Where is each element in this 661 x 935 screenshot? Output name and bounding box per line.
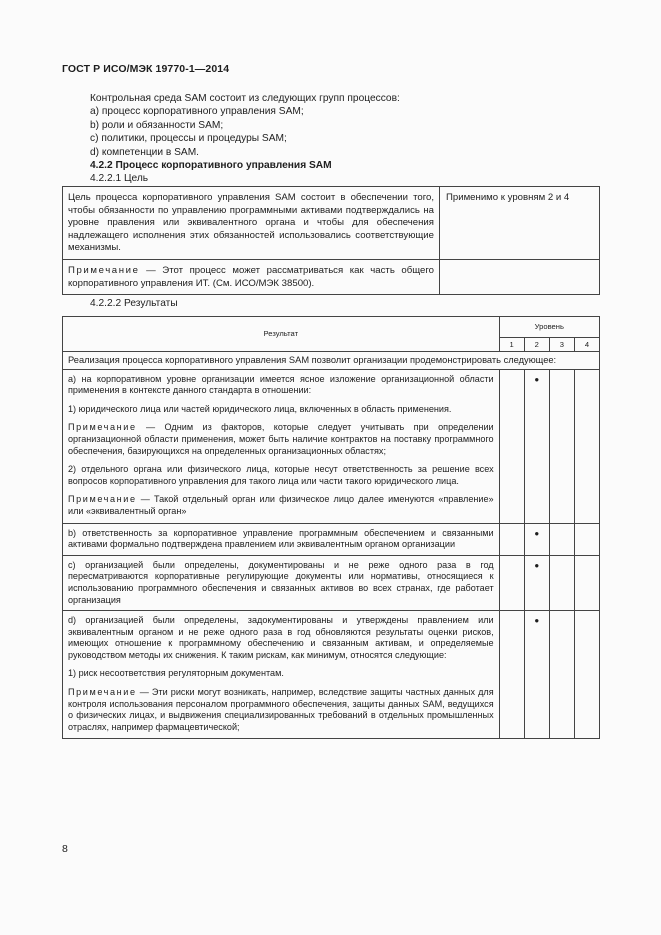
level-2-cell (524, 369, 549, 523)
level-2-header: 2 (524, 337, 549, 351)
level-3-cell (549, 611, 574, 739)
level-2-cell (524, 555, 549, 610)
level-3-header: 3 (549, 337, 574, 351)
goal-note-text: — Этот процесс может рассматриваться как часть общего корпоративного управления ИТ. (См. ИСО/МЭК 38500). (68, 264, 434, 289)
result-b: b) ответственность за корпоративное управление программным обеспечением и связанными активами формально подтверждена правлением или эквивалентным органом организации (63, 523, 500, 555)
result-c: c) организацией были определены, документированы и не реже одного раза в год пересматриваются корпоративные регулирующие документы или нормативы, относящиеся к использованию программного обеспечения и связанных активов во всех странах, где работает организация (63, 555, 500, 610)
col-result-header: Результат (63, 317, 500, 352)
goal-table (62, 186, 600, 295)
intro-lead: Контрольная среда SAM состоит из следующих групп процессов: (90, 93, 400, 104)
level-4-cell (574, 369, 599, 523)
results-intro-row: Реализация процесса корпоративного управления SAM позволит организации продемонстрировать следующее: (63, 352, 600, 370)
level-1-cell (499, 555, 524, 610)
note-text: — Эти риски могут возникать, например, вследствие защиты частных данных для контроля использования персоналом программного обеспечения, защиты данных SAM, ведущихся о физических лицах, и выдвижения специализированных требований в отдельных промышленных отраслях, например фармацевтической; (68, 687, 494, 732)
intro-item-d: d) компетенции в SAM. (90, 146, 200, 158)
table-row (63, 555, 600, 610)
level-3-cell (549, 369, 574, 523)
result-a-para-3: 2) отдельного органа или физического лица, которые несут ответственность за решение всех вопросов корпоративного управления для такого лица или части такого юридического лица. (68, 464, 494, 486)
goal-applicability: Применимо к уровням 2 и 4 (440, 187, 600, 260)
intro-block (90, 92, 610, 186)
level-1-cell (499, 369, 524, 523)
level-3-cell (549, 523, 574, 555)
goal-text: Цель процесса корпоративного управления SAM состоит в обеспечении того, чтобы обязанности по управлению программными активами подтверждались на уровне правления или эквивалентного органа и чтобы для обеспечения надлежащего исполнения этих обязанностей использовались соответствующие механизмы. (63, 187, 440, 260)
result-d-para-1: d) организацией были определены, задокументированы и утверждены правлением или эквивалентным органом и не реже одного раза в год обновляются результаты оценки рисков, имеющих отношение к программному обеспечению и связанным активам, и определяемые руководством методы их снижения. К таким рискам, как минимум, относятся следующие: (68, 615, 494, 660)
goal-note (63, 259, 440, 294)
level-bullet-icon: ● (534, 616, 540, 626)
level-4-cell (574, 555, 599, 610)
col-level-header: Уровень (499, 317, 599, 338)
table-row (63, 523, 600, 555)
level-bullet-icon: ● (534, 528, 540, 538)
section-title: 4.2.2 Процесс корпоративного управления SAM (90, 160, 332, 172)
level-4-cell (574, 611, 599, 739)
result-a (63, 369, 500, 523)
results-table (62, 316, 600, 739)
result-d-para-2: 1) риск несоответствия регуляторным документам. (68, 668, 284, 679)
subsection-goal: 4.2.2.1 Цель (90, 173, 149, 185)
goal-note-empty-cell (440, 259, 600, 294)
subsection-results: 4.2.2.2 Результаты (90, 298, 178, 309)
page-number: 8 (62, 843, 68, 855)
result-a-para-1: a) на корпоративном уровне организации имеется ясное изложение организационной области применения в контексте данного стандарта в отношении: (68, 373, 494, 396)
level-2-cell (524, 523, 549, 555)
result-d (63, 611, 500, 739)
result-a-note-2 (68, 494, 494, 517)
note-label: Примечание (68, 494, 137, 505)
goal-note-label: Примечание (68, 264, 140, 276)
level-3-cell (549, 555, 574, 610)
level-4-header: 4 (574, 337, 599, 351)
note-label: Примечание (68, 422, 137, 433)
intro-item-c: c) политики, процессы и процедуры SAM; (90, 133, 287, 145)
intro-item-a: a) процесс корпоративного управления SAM; (90, 106, 304, 118)
result-a-para-2: 1) юридического лица или частей юридического лица, включенных в область применения. (68, 403, 452, 414)
result-d-note (68, 687, 494, 733)
intro-item-b: b) роли и обязанности SAM; (90, 119, 224, 131)
document-header: ГОСТ Р ИСО/МЭК 19770-1—2014 (62, 63, 230, 75)
level-bullet-icon: ● (534, 374, 540, 384)
level-1-cell (499, 611, 524, 739)
level-4-cell (574, 523, 599, 555)
note-text: — Одним из факторов, которые следует учитывать при определении организационной области применения, может быть наличие контрактов на поставку программного обеспечения, базирующихся на определенных организационных областях; (68, 422, 494, 456)
note-text: — Такой отдельный орган или физическое лицо далее именуются «правление» или «эквивалентный орган» (68, 494, 494, 516)
level-1-cell (499, 523, 524, 555)
level-1-header: 1 (499, 337, 524, 351)
table-row (63, 369, 600, 523)
result-a-note-1 (68, 422, 494, 457)
table-row (63, 611, 600, 739)
note-label: Примечание (68, 687, 137, 698)
level-bullet-icon: ● (534, 560, 540, 570)
level-2-cell (524, 611, 549, 739)
